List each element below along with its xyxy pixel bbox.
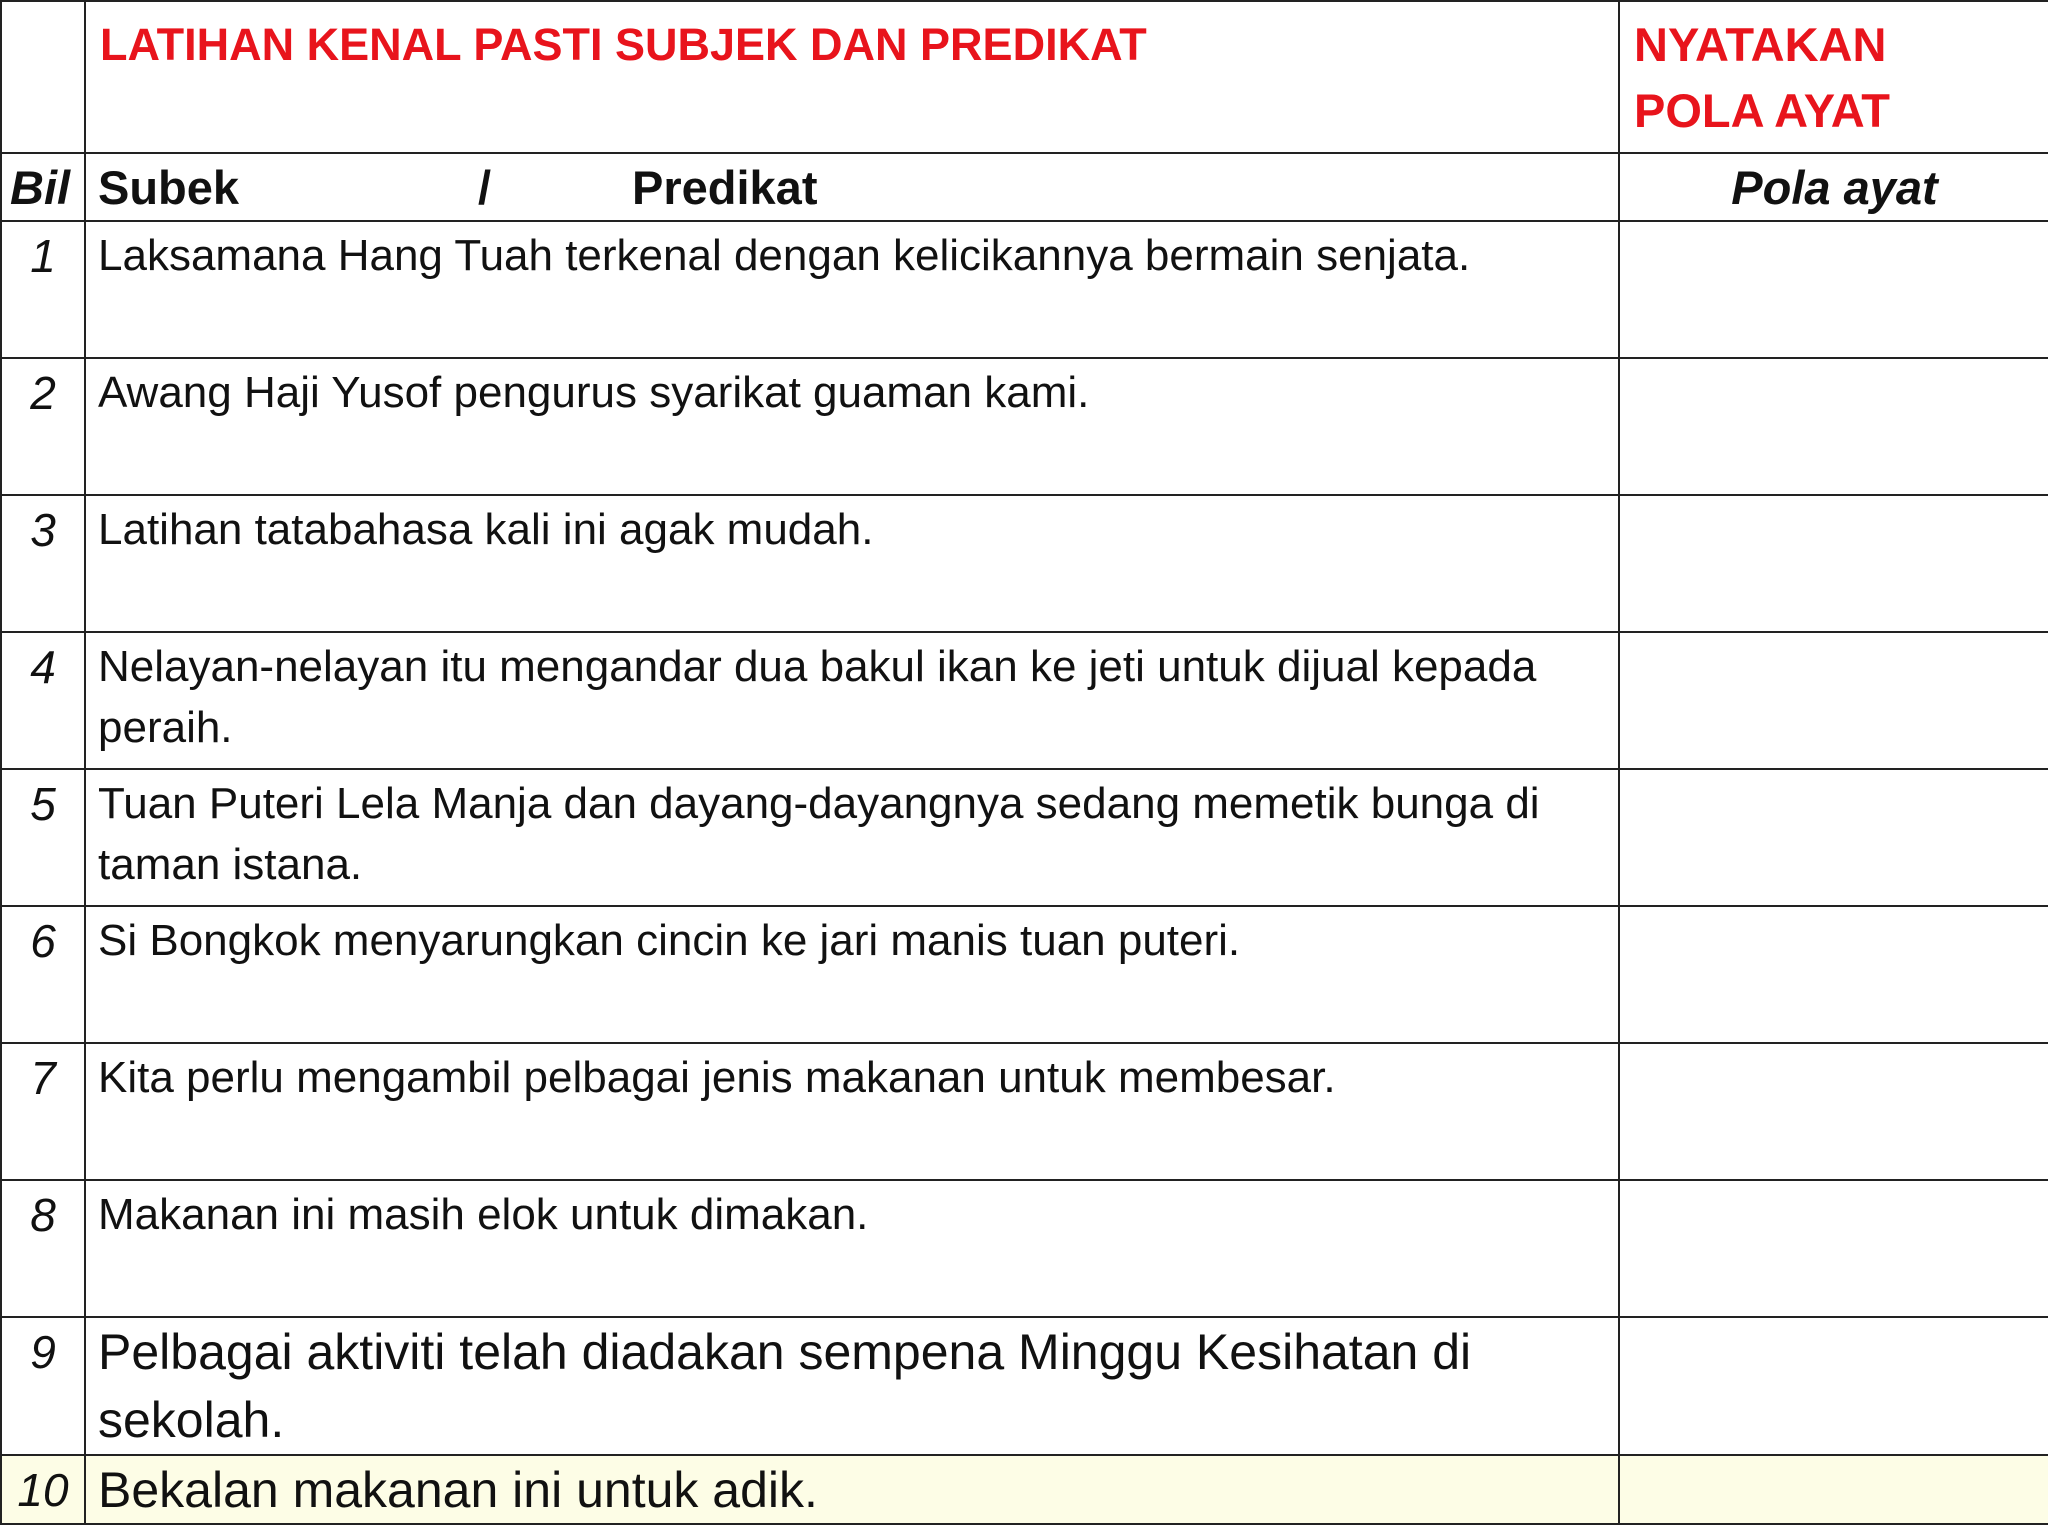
instruction-cell [1619,1,2048,153]
sentence-text: Laksamana Hang Tuah terkenal dengan kelicikannya bermain senjata. [98,231,1471,280]
pattern-answer-cell[interactable] [1619,906,2048,1043]
title-blank-cell [1,1,85,153]
sentence-cell [85,1455,1619,1524]
title-row [1,1,2048,153]
row-number-cell [1,1455,85,1524]
sentence-cell [85,632,1619,769]
sentence-cell [85,906,1619,1043]
bil-header-cell [1,153,85,221]
pattern-header: Pola ayat [1731,161,1938,214]
row-number: 2 [30,367,56,419]
sentence-text: Latihan tatabahasa kali ini agak mudah. [98,505,874,554]
sentence-cell [85,495,1619,632]
row-number: 5 [30,778,56,830]
pattern-answer-cell[interactable] [1619,1043,2048,1180]
predicate-header: Predikat [632,161,818,214]
row-number-cell [1,1180,85,1317]
sentence-cell [85,221,1619,358]
pattern-answer-cell[interactable] [1619,358,2048,495]
row-number-cell [1,495,85,632]
subject-predicate-header [86,154,1618,220]
sentence-cell [85,1043,1619,1180]
pattern-answer-cell[interactable] [1619,1180,2048,1317]
sentence-cell [85,1180,1619,1317]
question-row [1,221,2048,358]
row-number: 1 [30,230,56,282]
pattern-header-cell [1619,153,2048,221]
pattern-answer-cell[interactable] [1619,1317,2048,1455]
question-row [1,632,2048,769]
row-number: 8 [30,1189,56,1241]
sentence-text: Makanan ini masih elok untuk dimakan. [98,1190,869,1239]
pattern-answer-cell[interactable] [1619,495,2048,632]
sentence-text: Pelbagai aktiviti telah diadakan sempena Minggu Kesihatan di sekolah. [98,1324,1472,1448]
row-number-cell [1,358,85,495]
sentence-text: Si Bongkok menyarungkan cincin ke jari manis tuan puteri. [98,916,1241,965]
sentence-text: Bekalan makanan ini untuk adik. [98,1462,818,1518]
row-number-cell [1,221,85,358]
title-cell [85,1,1619,153]
question-row [1,358,2048,495]
worksheet-instruction: NYATAKAN POLA AYAT [1634,18,1890,137]
row-number-cell [1,1317,85,1455]
row-number: 7 [30,1052,56,1104]
sentence-text: Nelayan-nelayan itu mengandar dua bakul ikan ke jeti untuk dijual kepada peraih. [98,642,1537,752]
question-row [1,906,2048,1043]
row-number: 4 [30,641,56,693]
slash-separator: / [478,161,492,214]
row-number: 6 [30,915,56,967]
sentence-cell [85,358,1619,495]
sentence-text: Awang Haji Yusof pengurus syarikat guaman kami. [98,368,1090,417]
question-row [1,1180,2048,1317]
sentence-text: Tuan Puteri Lela Manja dan dayang-dayangnya sedang memetik bunga di taman istana. [98,779,1540,889]
pattern-answer-cell[interactable] [1619,1455,2048,1524]
pattern-answer-cell[interactable] [1619,769,2048,906]
worksheet-title: LATIHAN KENAL PASTI SUBJEK DAN PREDIKAT [100,19,1147,70]
row-number: 3 [30,504,56,556]
question-row-highlighted [1,1455,2048,1524]
pattern-answer-cell[interactable] [1619,632,2048,769]
sentence-text: Kita perlu mengambil pelbagai jenis makanan untuk membesar. [98,1053,1336,1102]
pattern-answer-cell[interactable] [1619,221,2048,358]
subject-predicate-header-cell [85,153,1619,221]
row-number-cell [1,906,85,1043]
question-row [1,769,2048,906]
row-number-cell [1,1043,85,1180]
row-number: 9 [30,1326,56,1378]
sentence-cell [85,1317,1619,1455]
row-number-cell [1,769,85,906]
question-row [1,1317,2048,1455]
question-row [1,1043,2048,1180]
row-number: 10 [17,1464,69,1516]
sentence-cell [85,769,1619,906]
header-row [1,153,2048,221]
question-row [1,495,2048,632]
subject-header: Subek [98,161,240,214]
row-number-cell [1,632,85,769]
bil-header: Bil [10,161,71,214]
